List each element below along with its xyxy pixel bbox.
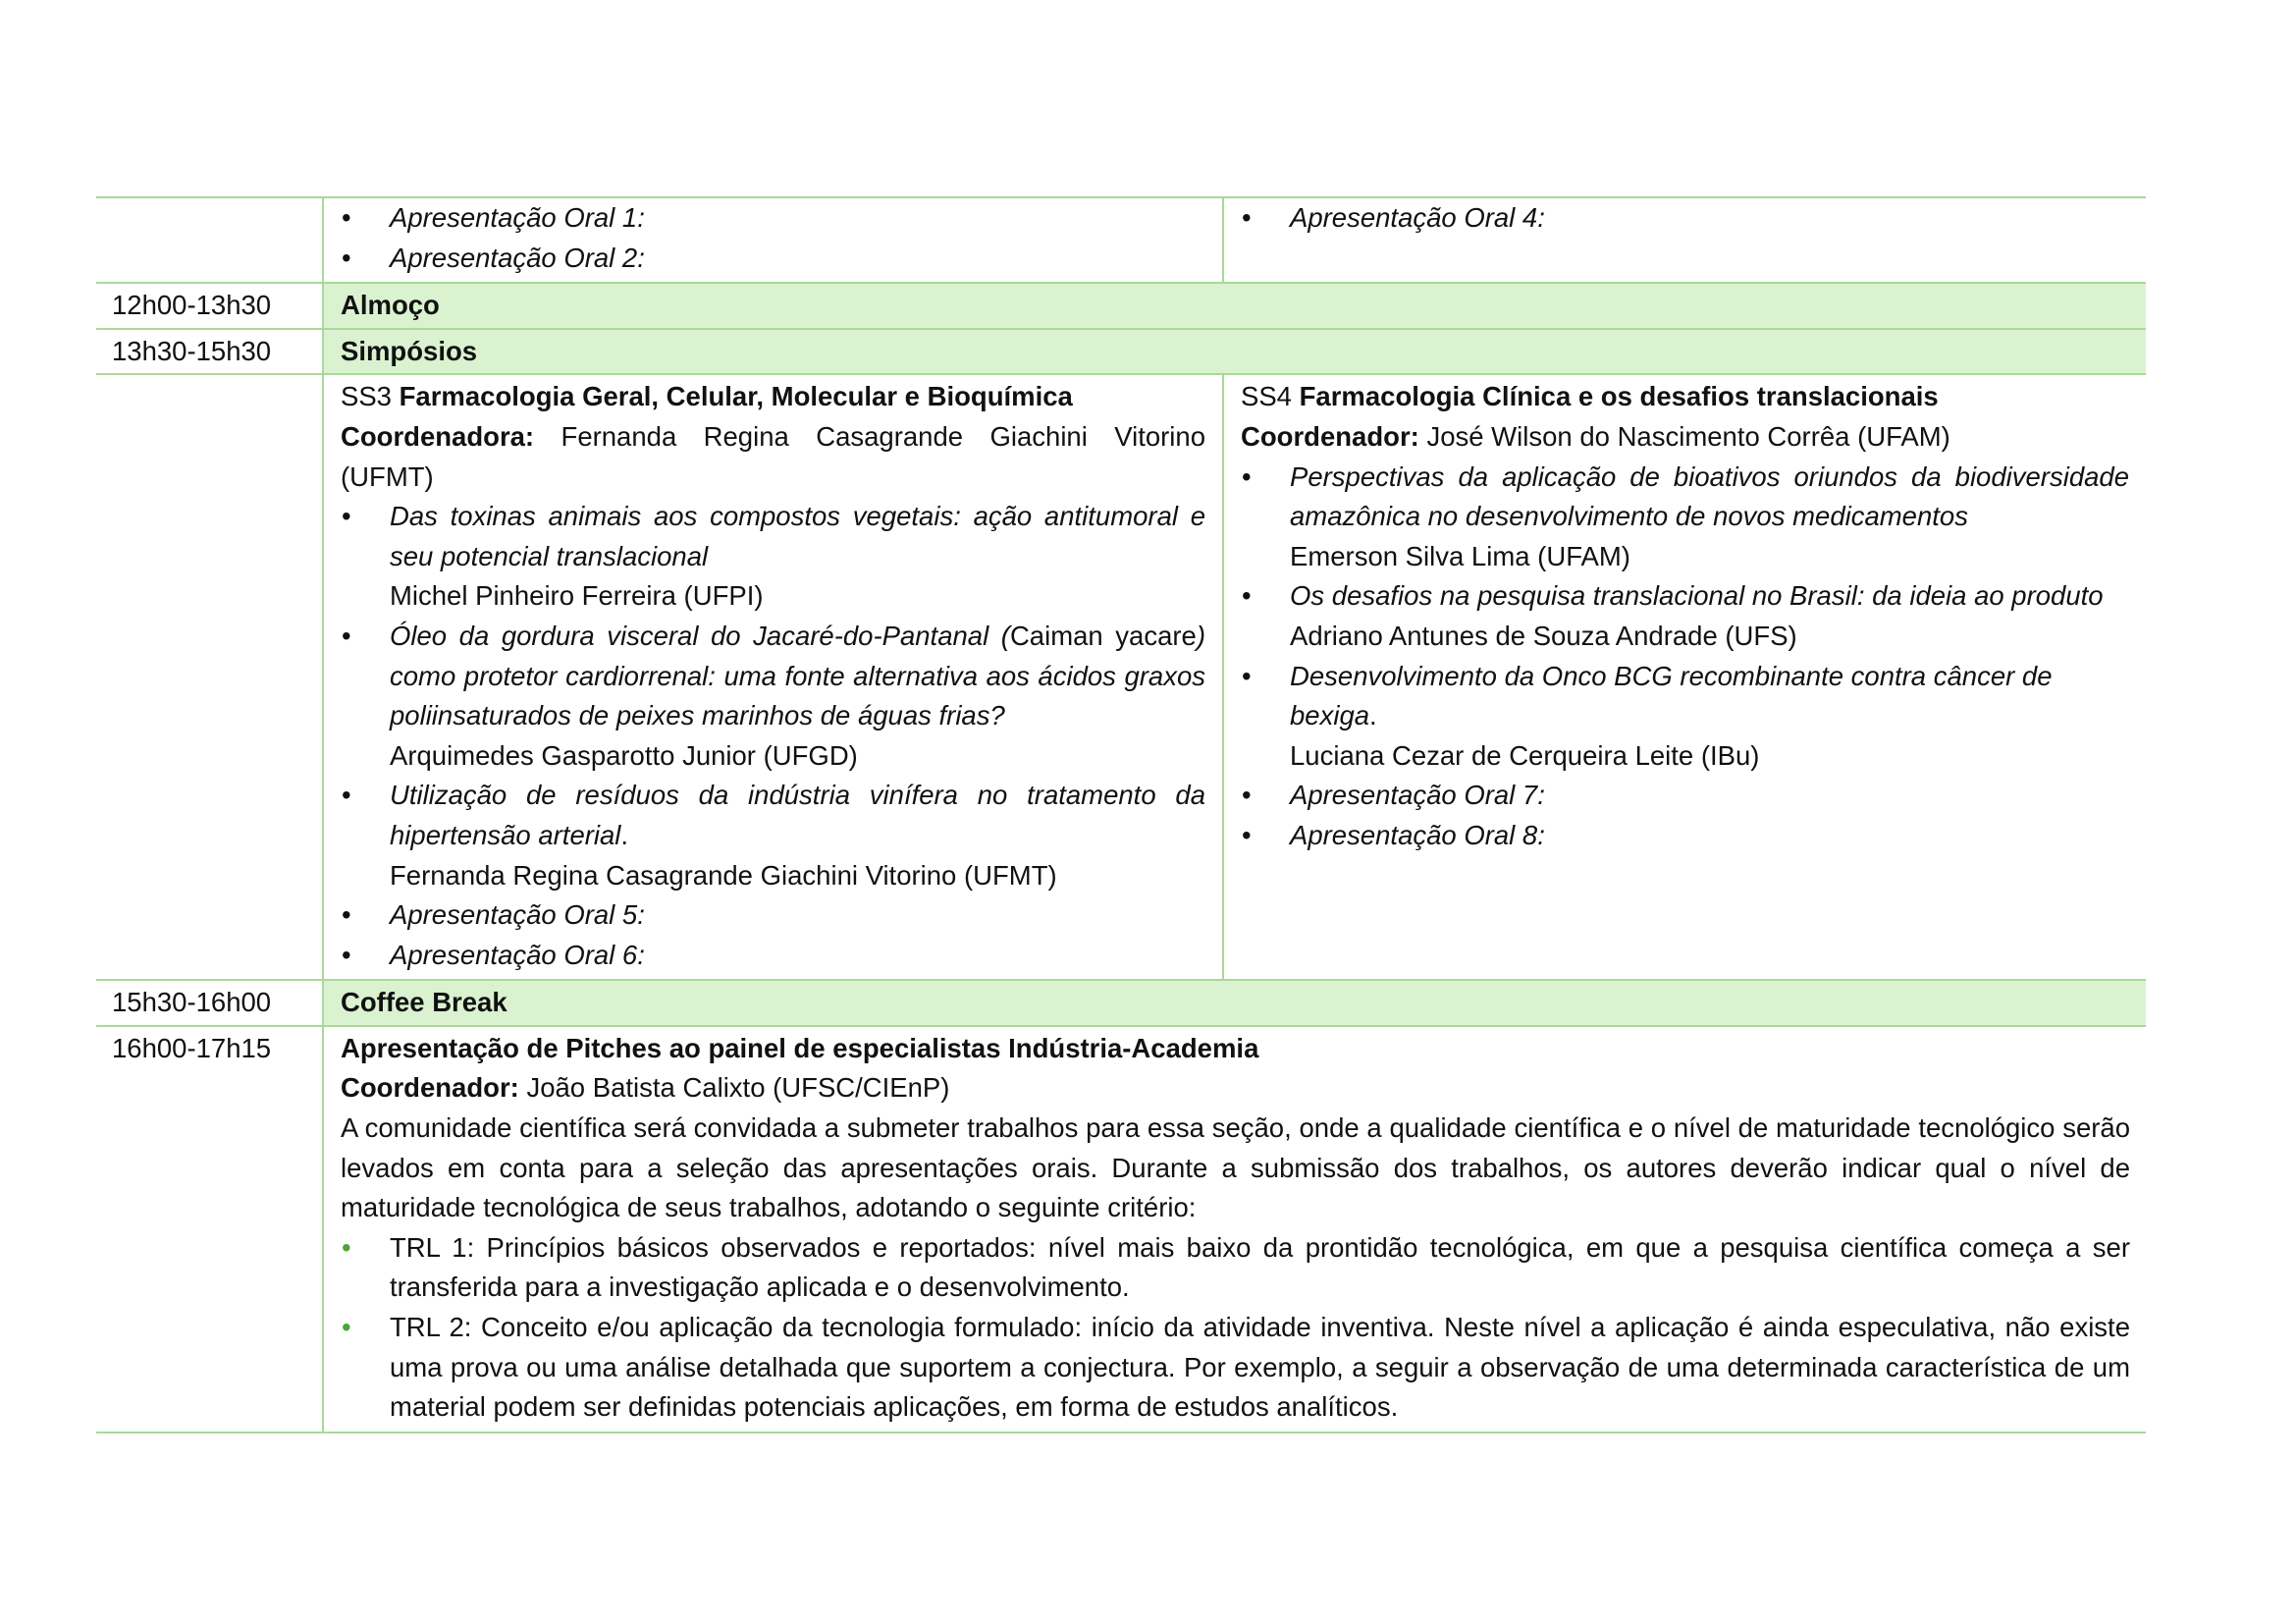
- schedule-row-lunch: [96, 284, 2146, 330]
- bullet-icon: •: [342, 620, 351, 651]
- bullet-icon: •: [1242, 460, 1252, 492]
- talk-title: Perspectivas da aplicação de bioativos oriundos da biodiversidade amazônica no desenvolvimento de novos medicamentos: [1290, 460, 2129, 532]
- bullet-icon: •: [1242, 660, 1252, 691]
- schedule-row-symposia-detail: [96, 375, 2146, 981]
- oral-presentation-item: • Apresentação Oral 2:: [341, 239, 1205, 279]
- talk-title: Desenvolvimento da Onco BCG recombinante contra câncer de bexiga.: [1290, 660, 2053, 731]
- bullet-icon: •: [1242, 202, 1252, 233]
- activity-label: Coffee Break: [324, 981, 2146, 1025]
- talk-title: Das toxinas animais aos compostos vegetais: ação antitumoral e seu potencial translacional: [390, 501, 1205, 571]
- time-cell: 12h00-13h30: [96, 284, 324, 328]
- bullet-icon: •: [342, 1312, 351, 1343]
- symposium-heading: SS3 Farmacologia Geral, Celular, Molecular e Bioquímica: [341, 381, 1073, 412]
- bullet-icon: •: [342, 202, 351, 233]
- bullet-icon: •: [342, 939, 351, 970]
- session-left-cell: [324, 198, 1224, 282]
- activity-label: Simpósios: [324, 330, 2146, 374]
- bullet-icon: •: [342, 899, 351, 931]
- bullet-icon: •: [1242, 819, 1252, 850]
- talk-title: Óleo da gordura visceral do Jacaré-do-Pantanal (Caiman yacare) como protetor cardiorrenal: uma fonte alternativa aos ácidos graxos poliinsaturados de peixes marinhos de águas frias?: [390, 620, 1205, 731]
- talk-item: [1241, 576, 2129, 656]
- symposium-heading: SS4 Farmacologia Clínica e os desafios translacionais: [1241, 381, 1939, 412]
- bullet-icon: •: [1242, 580, 1252, 612]
- oral-presentation-item: • Apresentação Oral 8:: [1241, 816, 2129, 856]
- bullet-icon: •: [1242, 780, 1252, 811]
- symposium-ss3: [324, 375, 1224, 979]
- bullet-icon: •: [342, 1231, 351, 1263]
- talk-speaker: Fernanda Regina Casagrande Giachini Vitorino (UFMT): [390, 859, 1057, 891]
- talk-speaker: Emerson Silva Lima (UFAM): [1290, 540, 1630, 571]
- talk-title: Os desafios na pesquisa translacional no Brasil: da ideia ao produto: [1290, 580, 2104, 612]
- talk-title: Utilização de resíduos da indústria vinífera no tratamento da hipertensão arterial.: [390, 780, 1205, 850]
- oral-presentation-item: • Apresentação Oral 1:: [341, 198, 1205, 239]
- trl-item: • TRL 1: Princípios básicos observados e reportados: nível mais baixo da prontidão tecnológica, em que a pesquisa científica começa a ser transferida para a investigação aplicada e o desenvolvimento.: [341, 1228, 2130, 1308]
- talk-item: [341, 617, 1205, 776]
- bullet-icon: •: [342, 501, 351, 532]
- oral-presentation-item: • Apresentação Oral 4:: [1241, 198, 2129, 239]
- talk-item: [341, 776, 1205, 895]
- schedule-row-pitches: [96, 1027, 2146, 1434]
- time-cell-empty: [96, 375, 324, 979]
- time-cell: 13h30-15h30: [96, 330, 324, 374]
- talk-item: [341, 497, 1205, 617]
- symposium-coordinator: Coordenadora: Fernanda Regina Casagrande Giachini Vitorino (UFMT): [341, 420, 1205, 492]
- trl-item: • TRL 2: Conceito e/ou aplicação da tecnologia formulado: início da atividade inventiva. Neste nível a aplicação é ainda especulativa, não existe uma prova ou uma análise detalhada que suportem a conjectura. Por exemplo, a seguir a observação de uma determinada característica de um material podem ser definidas potenciais aplicações, em forma de estudos analíticos.: [341, 1308, 2130, 1428]
- talk-item: [1241, 458, 2129, 577]
- pitches-cell: [324, 1027, 2146, 1432]
- time-cell: 15h30-16h00: [96, 981, 324, 1025]
- schedule-row-continuation: [96, 196, 2146, 284]
- schedule-row-coffee-break: [96, 981, 2146, 1027]
- time-cell-empty: [96, 198, 324, 282]
- pitches-title: Apresentação de Pitches ao painel de especialistas Indústria-Academia: [341, 1032, 1259, 1063]
- symposium-coordinator: Coordenador: José Wilson do Nascimento Corrêa (UFAM): [1241, 420, 1950, 452]
- oral-presentation-item: • Apresentação Oral 7:: [1241, 776, 2129, 816]
- schedule-row-symposia: [96, 330, 2146, 376]
- oral-presentation-item: • Apresentação Oral 5:: [341, 895, 1205, 936]
- talk-speaker: Michel Pinheiro Ferreira (UFPI): [390, 580, 764, 612]
- pitches-description: A comunidade científica será convidada a submeter trabalhos para essa seção, onde a qualidade científica e o nível de maturidade tecnológico serão levados em conta para a seleção das apresentações orais. Durante a submissão dos trabalhos, os autores deverão indicar qual o nível de maturidade tecnológica de seus trabalhos, adotando o seguinte critério:: [341, 1112, 2130, 1223]
- oral-presentation-item: • Apresentação Oral 6:: [341, 936, 1205, 976]
- talk-speaker: Adriano Antunes de Souza Andrade (UFS): [1290, 620, 1797, 651]
- schedule-table: [96, 196, 2146, 1434]
- bullet-icon: •: [342, 242, 351, 273]
- talk-speaker: Luciana Cezar de Cerqueira Leite (IBu): [1290, 739, 1760, 771]
- symposium-ss4: [1224, 375, 2146, 979]
- talk-speaker: Arquimedes Gasparotto Junior (UFGD): [390, 739, 858, 771]
- activity-label: Almoço: [324, 284, 2146, 328]
- talk-item: [1241, 657, 2129, 777]
- bullet-icon: •: [342, 780, 351, 811]
- pitches-coordinator: Coordenador: João Batista Calixto (UFSC/CIEnP): [341, 1072, 950, 1104]
- time-cell: 16h00-17h15: [96, 1027, 324, 1432]
- session-right-cell: [1224, 198, 2146, 282]
